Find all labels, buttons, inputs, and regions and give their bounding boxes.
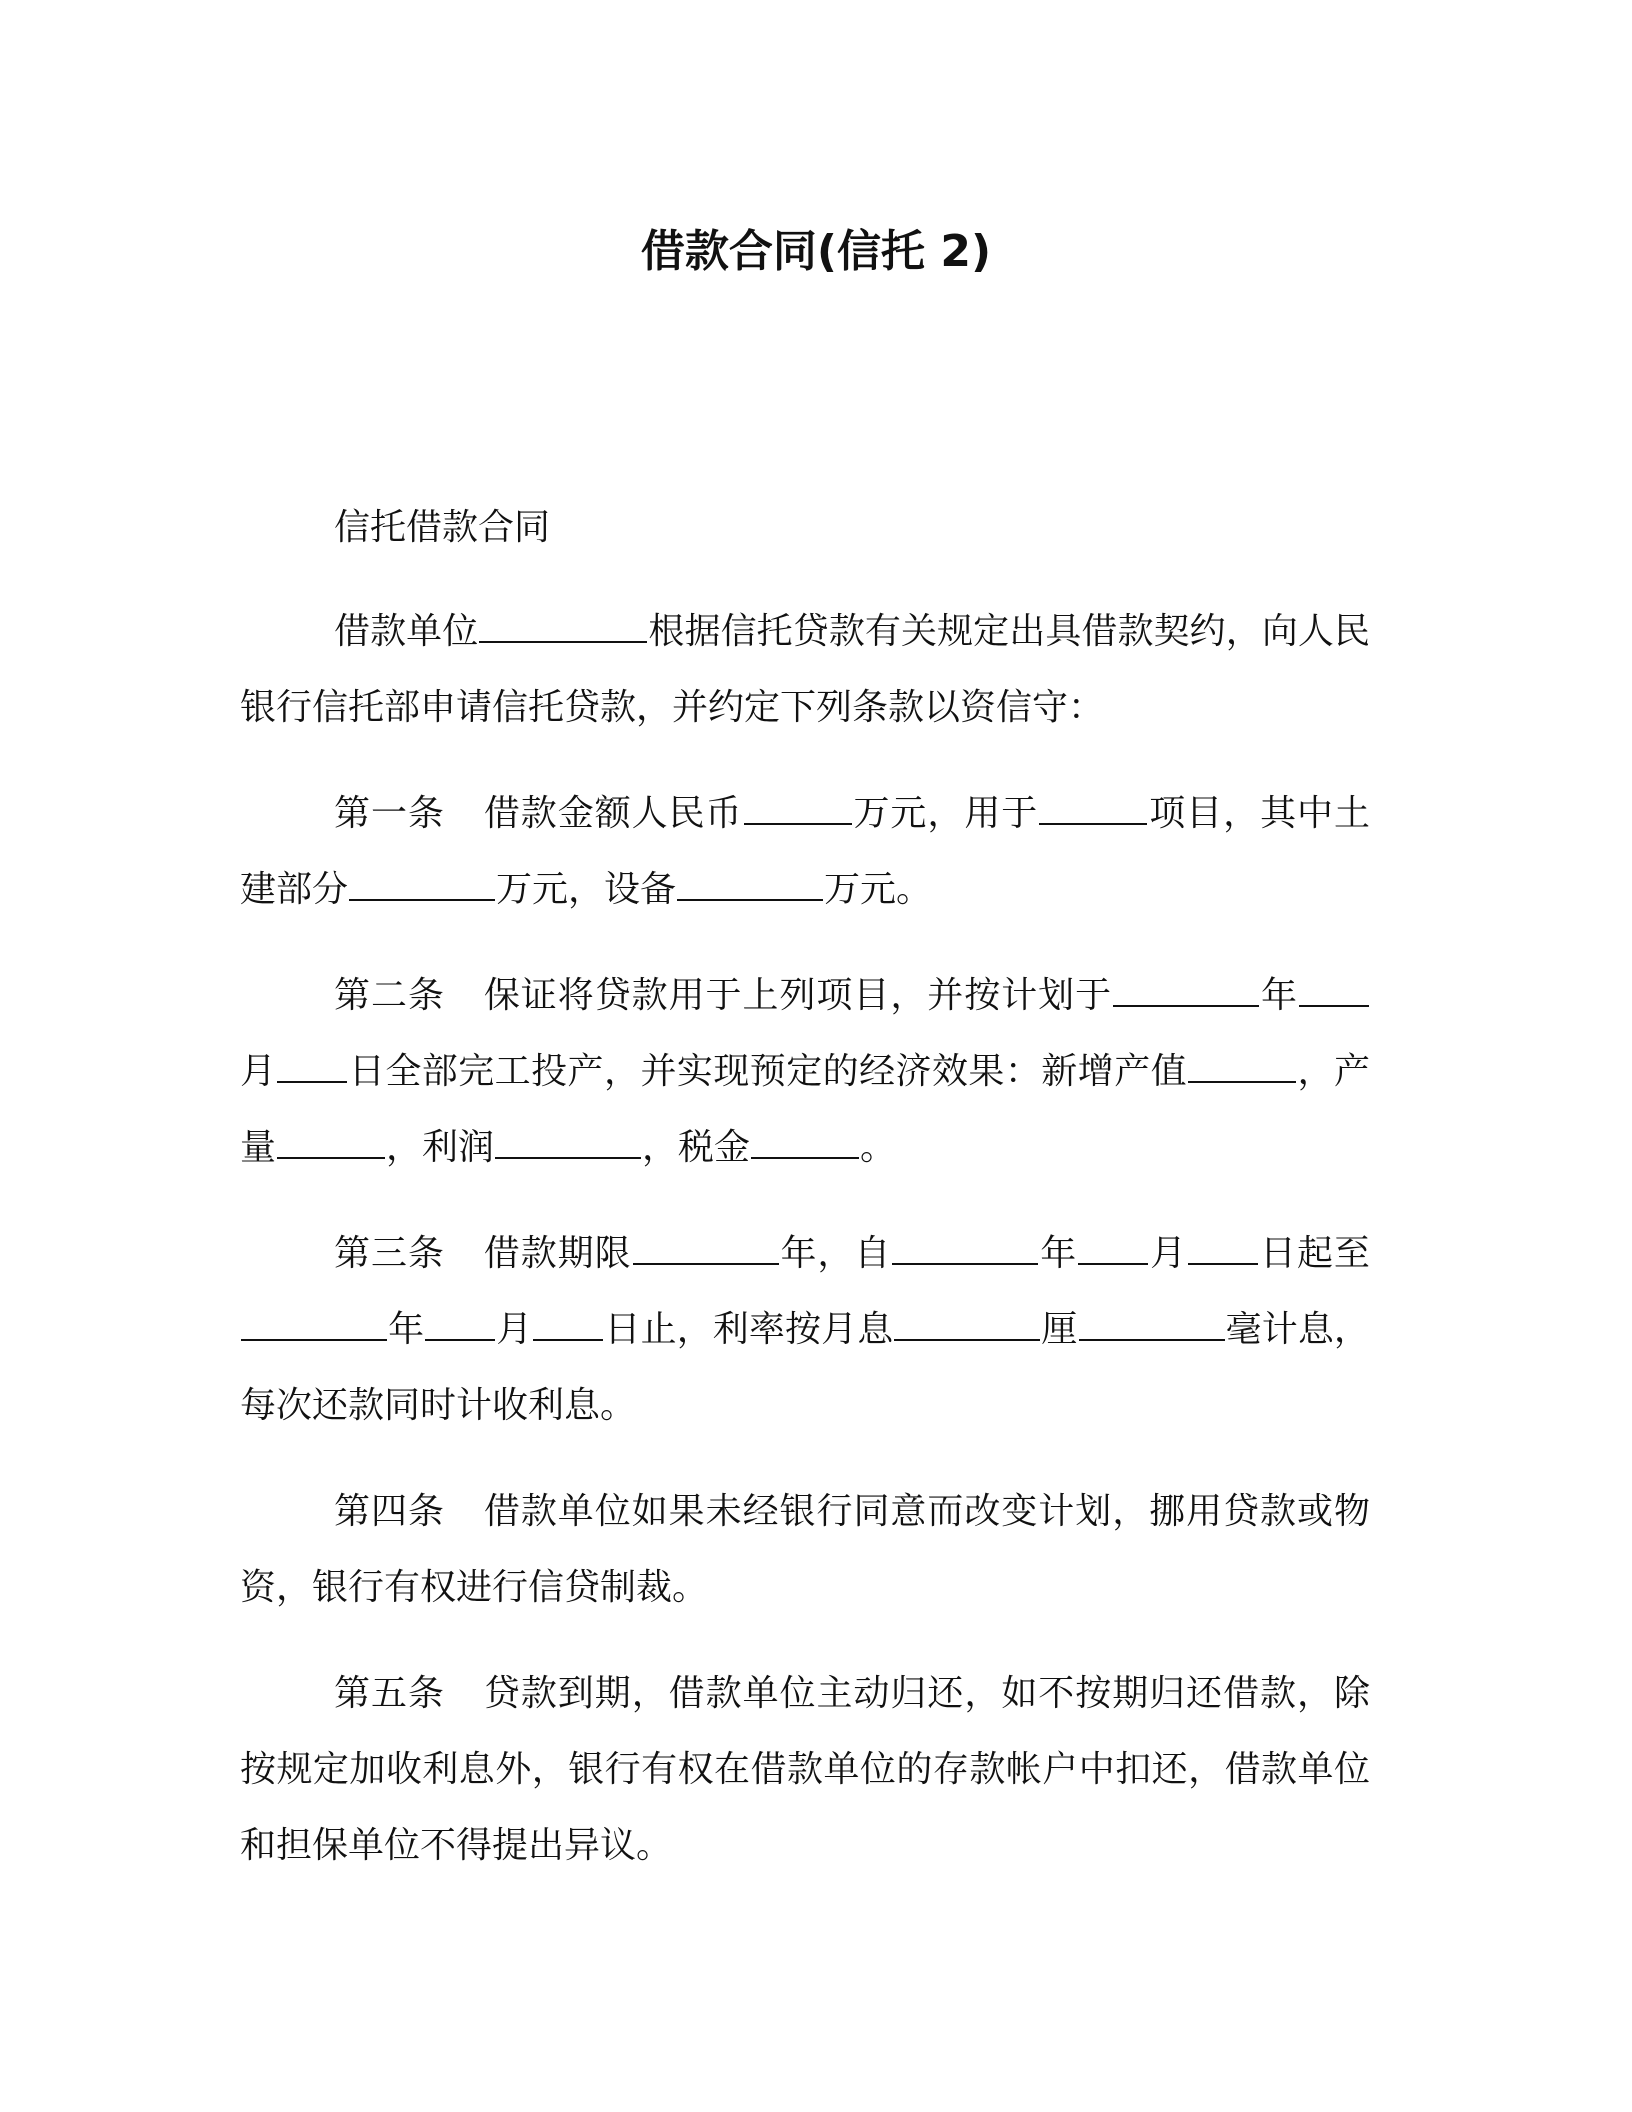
article-3-text-4: 月 <box>1149 1233 1188 1274</box>
article-2-text-6: ，利润 <box>386 1127 495 1168</box>
blank-start-day[interactable] <box>1188 1231 1258 1265</box>
intro-text-1: 借款单位 <box>334 611 479 652</box>
blank-loan-amount[interactable] <box>744 791 852 825</box>
article-1-text-2: 万元，用于 <box>852 793 1039 834</box>
blank-tax[interactable] <box>751 1125 859 1159</box>
article-4-text: 借款单位如果未经银行同意而改变计划，挪用贷款或物资，银行有权进行信贷制裁。 <box>240 1491 1370 1608</box>
article-2-label: 第二条 <box>334 975 445 1016</box>
blank-interest-li[interactable] <box>894 1307 1040 1341</box>
article-3-text-7: 月 <box>496 1309 533 1350</box>
article-2-text-1: 保证将贷款用于上列项目，并按计划于 <box>482 975 1113 1016</box>
article-4-label: 第四条 <box>334 1491 445 1532</box>
article-2-text-4: 日全部完工投产，并实现预定的经济效果：新增产值 <box>348 1051 1188 1092</box>
article-3-text-6: 年 <box>388 1309 425 1350</box>
article-3-text-1: 借款期限 <box>482 1233 632 1274</box>
contract-subtitle: 信托借款合同 <box>334 507 551 548</box>
article-2-text-2: 年 <box>1260 975 1298 1016</box>
article-3-text-3: 年 <box>1039 1233 1078 1274</box>
article-1-label: 第一条 <box>334 793 445 834</box>
blank-end-month[interactable] <box>425 1307 495 1341</box>
article-5-label: 第五条 <box>334 1673 445 1714</box>
blank-start-year[interactable] <box>892 1231 1038 1265</box>
article-2-text-3: 月 <box>240 1051 277 1092</box>
blank-equipment-amount[interactable] <box>677 867 823 901</box>
blank-output-quantity[interactable] <box>277 1125 385 1159</box>
article-2-text-8: 。 <box>860 1127 897 1168</box>
blank-construction-amount[interactable] <box>349 867 495 901</box>
article-2 <box>240 958 1370 1186</box>
article-1-text-5: 万元。 <box>824 869 933 910</box>
blank-completion-day[interactable] <box>277 1049 347 1083</box>
article-4 <box>240 1474 1370 1626</box>
blank-end-year[interactable] <box>241 1307 387 1341</box>
blank-profit[interactable] <box>495 1125 641 1159</box>
intro-text-2: 根据信托贷款有关规定出具借款契约，向人民银行信托部申请信托贷款，并约定下列条款以资信守： <box>240 611 1370 728</box>
document-title: 借款合同(信托 2) <box>640 226 992 277</box>
intro-paragraph <box>240 594 1370 746</box>
blank-term-years[interactable] <box>633 1231 779 1265</box>
blank-interest-hao[interactable] <box>1079 1307 1225 1341</box>
article-3-label: 第三条 <box>334 1233 445 1274</box>
article-3-text-8: 日止，利率按月息 <box>604 1309 894 1350</box>
blank-output-value[interactable] <box>1188 1049 1296 1083</box>
article-2-text-7: ，税金 <box>642 1127 751 1168</box>
article-2-text-5: ，产量 <box>240 1051 1370 1168</box>
blank-start-month[interactable] <box>1078 1231 1148 1265</box>
article-3-text-5: 日起至 <box>1259 1233 1370 1274</box>
blank-borrower-name[interactable] <box>479 609 647 643</box>
article-5-text: 贷款到期，借款单位主动归还，如不按期归还借款，除按规定加收利息外，银行有权在借款单位的存款帐户中扣还，借款单位和担保单位不得提出异议。 <box>240 1673 1370 1866</box>
article-3-text-9: 厘 <box>1041 1309 1078 1350</box>
article-3-text-2: 年，自 <box>779 1233 892 1274</box>
article-3-text-10: 毫计息，每次还款同时计收利息。 <box>240 1309 1370 1426</box>
blank-completion-month[interactable] <box>1299 973 1369 1007</box>
article-1-text-3: 项目，其中土建部分 <box>240 793 1370 910</box>
blank-end-day[interactable] <box>533 1307 603 1341</box>
article-5 <box>240 1656 1370 1884</box>
article-3 <box>240 1216 1370 1444</box>
blank-completion-year[interactable] <box>1113 973 1259 1007</box>
blank-project-name[interactable] <box>1039 791 1147 825</box>
document-body <box>240 490 1370 1914</box>
article-1 <box>240 776 1370 928</box>
article-1-text-1: 借款金额人民币 <box>482 793 743 834</box>
article-1-text-4: 万元，设备 <box>496 869 677 910</box>
